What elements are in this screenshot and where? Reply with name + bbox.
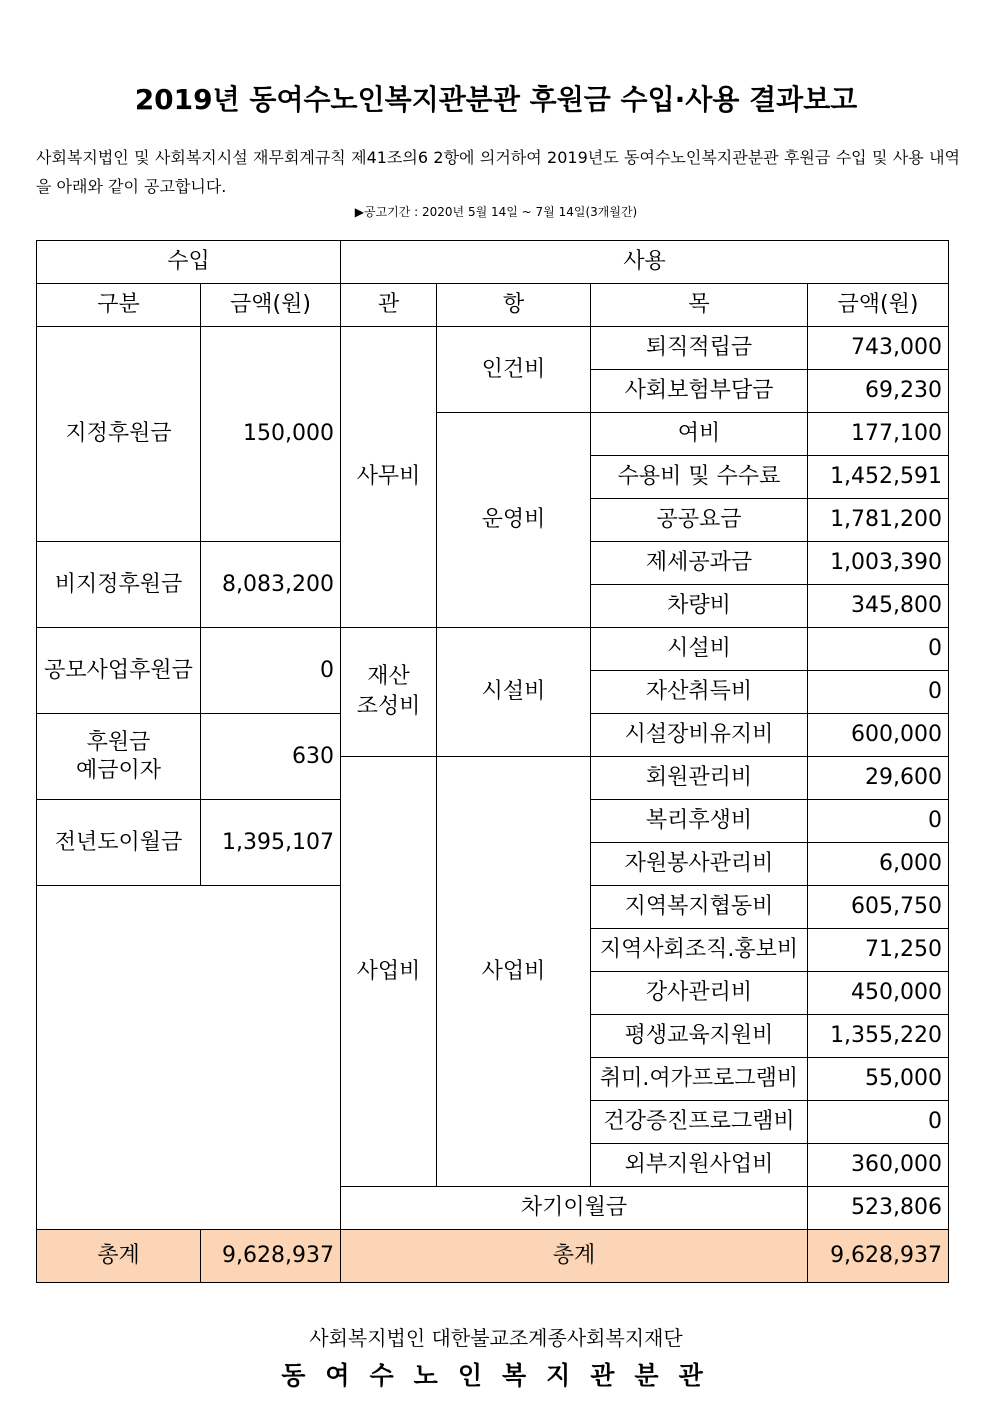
mok-cell: 사회보험부담금 <box>591 370 808 413</box>
income-amount: 8,083,200 <box>201 542 341 628</box>
gwan-header: 관 <box>341 284 437 327</box>
mok-cell: 제세공과금 <box>591 542 808 585</box>
header-row-1 <box>37 241 949 284</box>
mok-cell: 평생교육지원비 <box>591 1015 808 1058</box>
mok-cell: 취미.여가프로그램비 <box>591 1058 808 1101</box>
mok-amount: 6,000 <box>808 843 949 886</box>
income-label: 전년도이월금 <box>37 800 201 886</box>
mok-amount: 177,100 <box>808 413 949 456</box>
intro-paragraph: 사회복지법인 및 사회복지시설 재무회계규칙 제41조의6 2항에 의거하여 2019년도 동여수노인복지관분관 후원금 수입 및 사용 내역을 아래와 같이 공고합니다. <box>36 148 960 196</box>
total-row <box>37 1230 949 1283</box>
usage-amount-header: 금액(원) <box>808 284 949 327</box>
mok-cell: 지역복지협동비 <box>591 886 808 929</box>
mok-amount: 1,003,390 <box>808 542 949 585</box>
mok-amount: 1,355,220 <box>808 1015 949 1058</box>
mok-amount: 0 <box>808 1101 949 1144</box>
amount-header: 금액(원) <box>201 284 341 327</box>
hang-cell: 운영비 <box>437 413 591 628</box>
mok-cell: 복리후생비 <box>591 800 808 843</box>
income-blank <box>37 886 341 1230</box>
hang-cell: 사업비 <box>437 757 591 1187</box>
mok-amount: 1,452,591 <box>808 456 949 499</box>
mok-cell: 시설장비유지비 <box>591 714 808 757</box>
income-amount: 150,000 <box>201 327 341 542</box>
mok-cell: 시설비 <box>591 628 808 671</box>
gwan-cell: 재산 조성비 <box>341 628 437 757</box>
header-row-2 <box>37 284 949 327</box>
notice-period: ▶공고기간 : 2020년 5월 14일 ~ 7월 14일(3개월간) <box>354 205 638 219</box>
mok-cell: 회원관리비 <box>591 757 808 800</box>
mok-cell: 공공요금 <box>591 499 808 542</box>
mok-amount: 55,000 <box>808 1058 949 1101</box>
total-income-amount: 9,628,937 <box>201 1230 341 1283</box>
mok-amount: 0 <box>808 671 949 714</box>
hang-cell: 시설비 <box>437 628 591 757</box>
mok-cell: 여비 <box>591 413 808 456</box>
mok-amount: 0 <box>808 628 949 671</box>
footer-institution-name: 동여수노인복지관분관 <box>281 1361 723 1390</box>
mok-cell: 퇴직적립금 <box>591 327 808 370</box>
table-row <box>37 628 949 671</box>
report-table <box>36 240 949 1283</box>
gwan-cell: 사무비 <box>341 327 437 628</box>
mok-header: 목 <box>591 284 808 327</box>
income-amount: 630 <box>201 714 341 800</box>
mok-cell: 지역사회조직.홍보비 <box>591 929 808 972</box>
mok-cell: 건강증진프로그램비 <box>591 1101 808 1144</box>
income-header: 수입 <box>37 241 341 284</box>
mok-amount: 743,000 <box>808 327 949 370</box>
mok-cell: 외부지원사업비 <box>591 1144 808 1187</box>
carryover-amount: 523,806 <box>808 1187 949 1230</box>
income-label: 지정후원금 <box>37 327 201 542</box>
report-title: 2019년 동여수노인복지관분관 후원금 수입·사용 결과보고 <box>134 83 858 116</box>
mok-amount: 29,600 <box>808 757 949 800</box>
mok-amount: 345,800 <box>808 585 949 628</box>
mok-amount: 450,000 <box>808 972 949 1015</box>
mok-cell: 강사관리비 <box>591 972 808 1015</box>
total-usage-amount: 9,628,937 <box>808 1230 949 1283</box>
income-label: 비지정후원금 <box>37 542 201 628</box>
mok-amount: 360,000 <box>808 1144 949 1187</box>
usage-header: 사용 <box>341 241 949 284</box>
gwan-cell: 사업비 <box>341 757 437 1187</box>
mok-amount: 71,250 <box>808 929 949 972</box>
mok-amount: 1,781,200 <box>808 499 949 542</box>
table-row <box>37 327 949 370</box>
mok-cell: 자원봉사관리비 <box>591 843 808 886</box>
mok-amount: 69,230 <box>808 370 949 413</box>
category-header: 구분 <box>37 284 201 327</box>
mok-cell: 차량비 <box>591 585 808 628</box>
mok-amount: 605,750 <box>808 886 949 929</box>
total-income-label: 총계 <box>37 1230 201 1283</box>
income-amount: 1,395,107 <box>201 800 341 886</box>
mok-cell: 자산취득비 <box>591 671 808 714</box>
footer-organization: 사회복지법인 대한불교조계종사회복지재단 <box>309 1326 683 1350</box>
hang-header: 항 <box>437 284 591 327</box>
income-amount: 0 <box>201 628 341 714</box>
carryover-label: 차기이월금 <box>341 1187 808 1230</box>
income-label: 공모사업후원금 <box>37 628 201 714</box>
income-label: 후원금 예금이자 <box>37 714 201 800</box>
hang-cell: 인건비 <box>437 327 591 413</box>
mok-amount: 0 <box>808 800 949 843</box>
total-usage-label: 총계 <box>341 1230 808 1283</box>
mok-cell: 수용비 및 수수료 <box>591 456 808 499</box>
mok-amount: 600,000 <box>808 714 949 757</box>
